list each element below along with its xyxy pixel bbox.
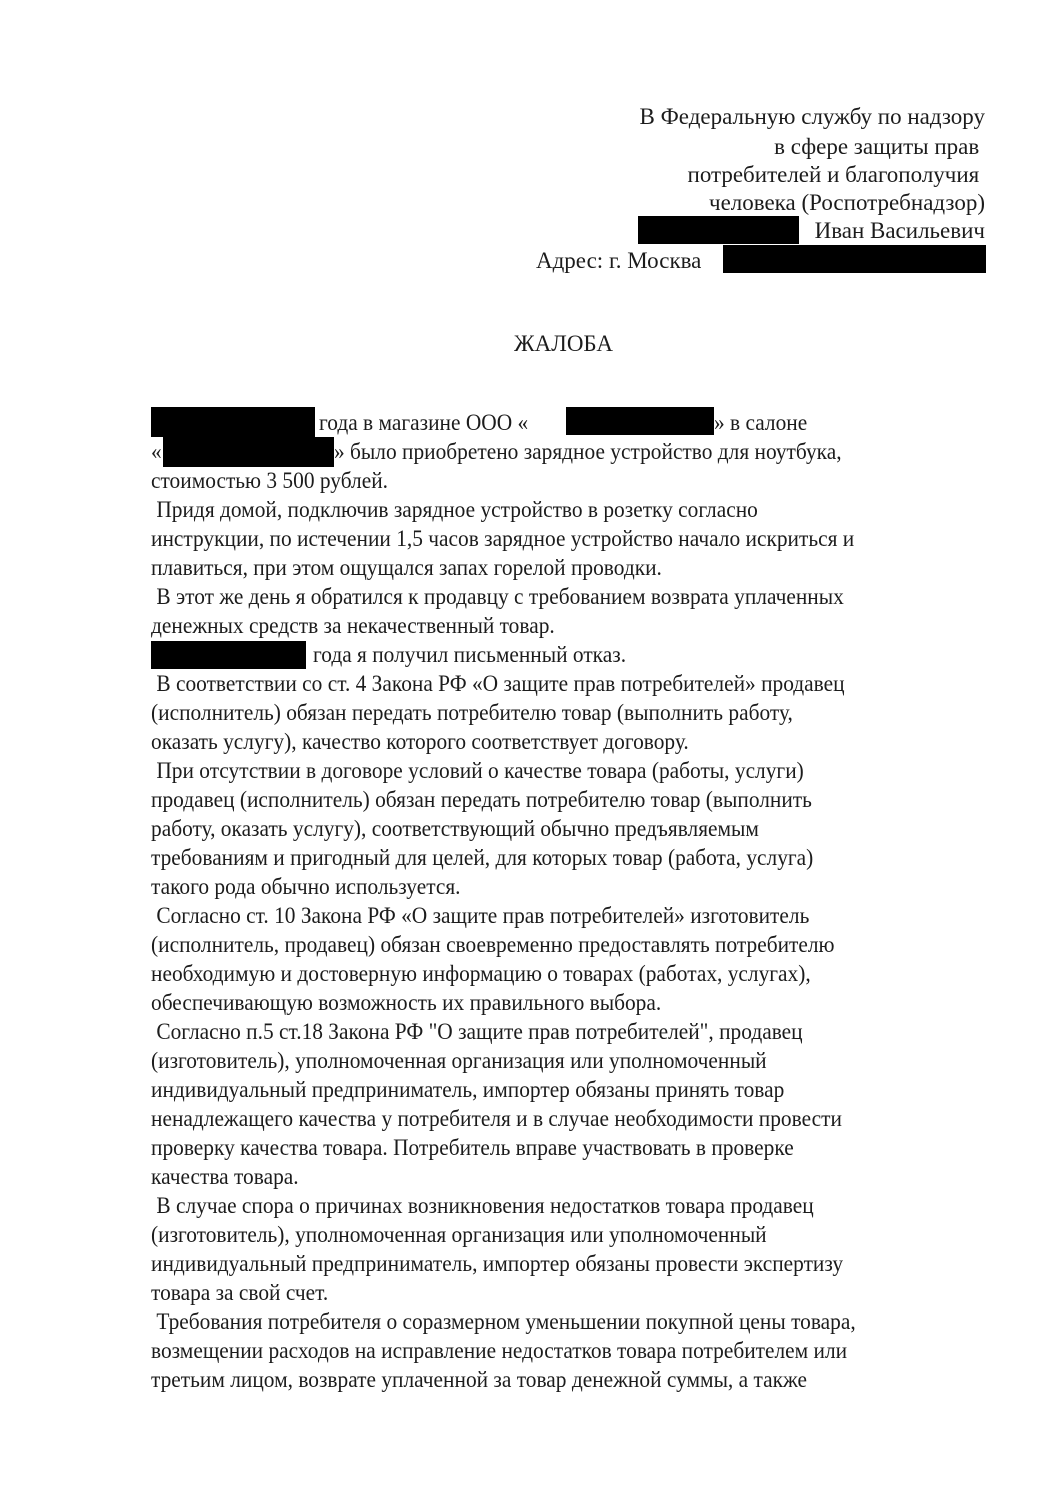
redacted-address — [723, 245, 986, 273]
body-line: года в магазине ООО « — [319, 410, 529, 435]
body-line: продавец (исполнитель) обязан передать потребителю товар (выполнить — [151, 787, 812, 812]
body-line: проверку качества товара. Потребитель вправе участвовать в проверке — [151, 1135, 794, 1160]
body-line: качества товара. — [151, 1164, 299, 1189]
redacted-date-2 — [151, 641, 306, 669]
body-line: стоимостью 3 500 рублей. — [151, 468, 389, 493]
body-line: ненадлежащего качества у потребителя и в случае необходимости провести — [151, 1106, 842, 1131]
body-line: (исполнитель) обязан передать потребителю товар (выполнить работу, — [151, 700, 793, 725]
body-line: Требования потребителя о соразмерном уменьшении покупной цены товара, — [151, 1309, 856, 1334]
body-line: « — [151, 439, 162, 464]
addressee-line-1: В Федеральную службу по надзору — [639, 104, 985, 129]
body-line: такого рода обычно используется. — [151, 874, 461, 899]
body-line: инструкции, по истечении 1,5 часов зарядное устройство начало искриться и — [151, 526, 855, 551]
body-line: индивидуальный предприниматель, импортер обязаны провести экспертизу — [151, 1251, 844, 1276]
body-line: » было приобретено зарядное устройство для ноутбука, — [334, 439, 842, 464]
body-line: работу, оказать услугу), соответствующий обычно предъявляемым — [151, 816, 759, 841]
redacted-date-1 — [151, 407, 315, 437]
body-line: необходимую и достоверную информацию о товарах (работах, услугах), — [151, 961, 811, 986]
body-line: индивидуальный предприниматель, импортер обязаны принять товар — [151, 1077, 785, 1102]
body-line: денежных средств за некачественный товар. — [151, 613, 555, 638]
body-line: третьим лицом, возврате уплаченной за товар денежной суммы, а также — [151, 1367, 807, 1392]
redacted-company — [566, 407, 714, 435]
sender-name: Иван Васильевич — [814, 218, 985, 243]
addressee-line-4: человека (Роспотребнадзор) — [709, 190, 985, 215]
body-line: обеспечивающую возможность их правильного выбора. — [151, 990, 662, 1015]
address-label: Адрес: г. Москва — [536, 248, 702, 273]
body-line: При отсутствии в договоре условий о качестве товара (работы, услуги) — [151, 758, 804, 783]
redacted-surname — [638, 216, 799, 244]
body-line: товара за свой счет. — [151, 1280, 329, 1305]
body-line: года я получил письменный отказ. — [313, 642, 627, 667]
body-line: (исполнитель, продавец) обязан своевременно предоставлять потребителю — [151, 932, 835, 957]
document-title: ЖАЛОБА — [514, 331, 613, 356]
body-line: (изготовитель), уполномоченная организация или уполномоченный — [151, 1048, 767, 1073]
body-line: возмещении расходов на исправление недостатков товара потребителем или — [151, 1338, 848, 1363]
body-line: требованиям и пригодный для целей, для которых товар (работа, услуга) — [151, 845, 814, 870]
body-line: » в салоне — [714, 410, 808, 435]
body-line: оказать услугу), качество которого соответствует договору. — [151, 729, 689, 754]
body-line: (изготовитель), уполномоченная организация или уполномоченный — [151, 1222, 767, 1247]
body-line: Придя домой, подключив зарядное устройство в розетку согласно — [151, 497, 758, 522]
body-line: плавиться, при этом ощущался запах горелой проводки. — [151, 555, 662, 580]
body-line: В этот же день я обратился к продавцу с требованием возврата уплаченных — [151, 584, 844, 609]
body-line: В соответствии со ст. 4 Закона РФ «О защите прав потребителей» продавец — [151, 671, 845, 696]
redacted-salon — [163, 437, 334, 467]
addressee-line-2: в сфере защиты прав — [774, 134, 985, 159]
body-line: Согласно ст. 10 Закона РФ «О защите прав потребителей» изготовитель — [151, 903, 810, 928]
body-line: В случае спора о причинах возникновения недостатков товара продавец — [151, 1193, 814, 1218]
addressee-line-3: потребителей и благополучия — [687, 162, 985, 187]
body-line: Согласно п.5 ст.18 Закона РФ "О защите прав потребителей", продавец — [151, 1019, 803, 1044]
